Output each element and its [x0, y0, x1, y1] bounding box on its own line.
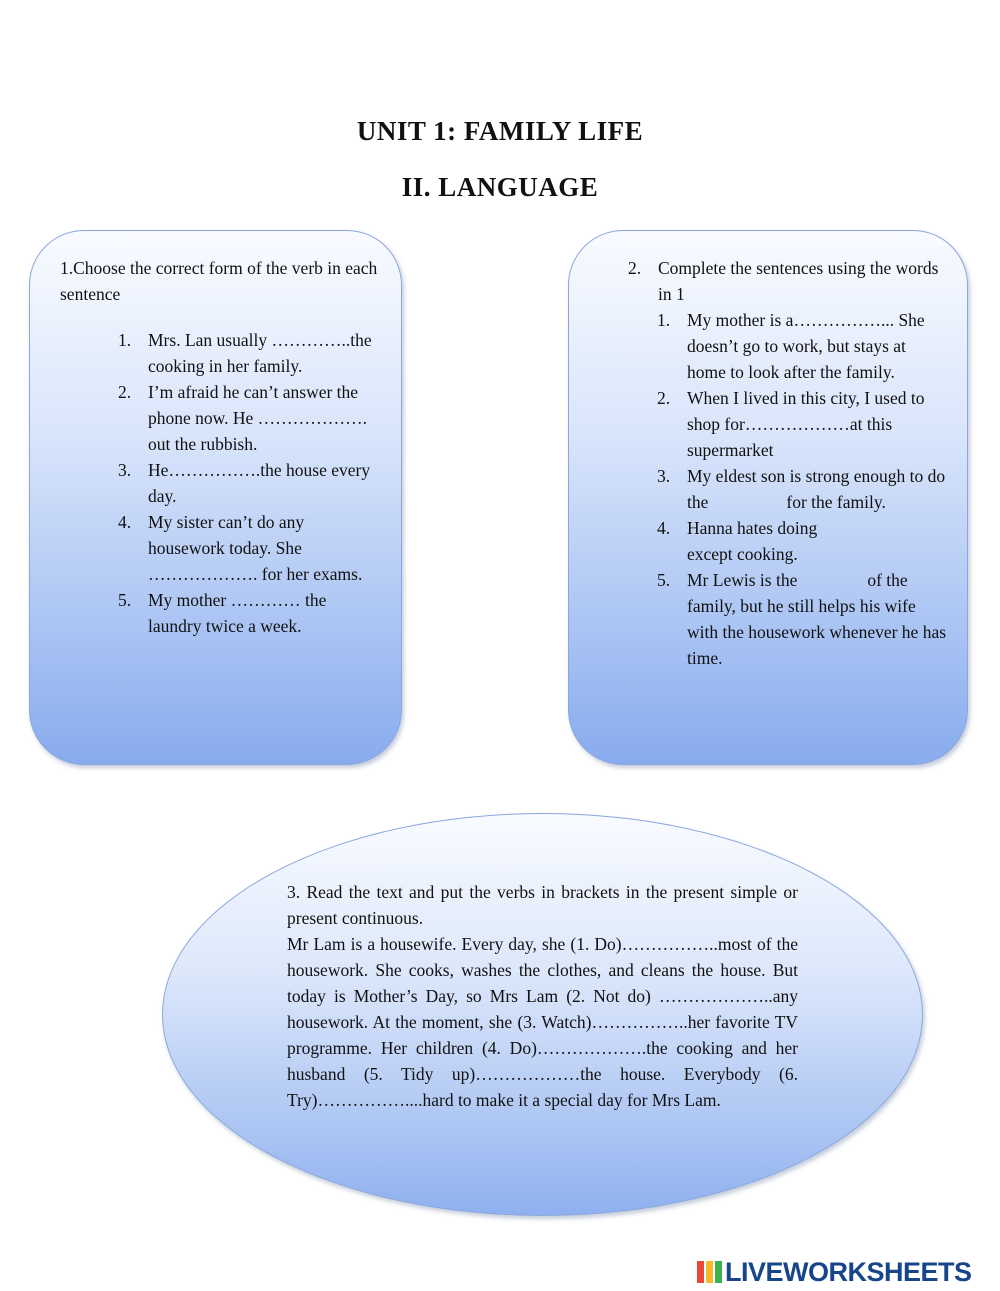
- list-item: [657, 385, 948, 463]
- item-number: 1.: [657, 310, 671, 330]
- exercise-2-list: [657, 307, 948, 671]
- item-text: When I lived in this city, I used to shop for………………at this supermarket: [687, 388, 925, 460]
- item-number: 2.: [657, 388, 671, 408]
- logo-mark-icon: [697, 1261, 722, 1283]
- list-item: [657, 515, 948, 567]
- item-text: Mrs. Lan usually …………..the cooking in her family.: [148, 330, 372, 376]
- logo-stripe: [706, 1261, 713, 1283]
- item-text: My mother ………… the laundry twice a week.: [148, 590, 327, 636]
- logo-stripe: [697, 1261, 704, 1283]
- item-text-after: of the family, but he still helps his wife with the housework whenever he has time.: [687, 570, 947, 668]
- exercise-1-list: [118, 327, 380, 639]
- exercise-3-passage: Mr Lam is a housewife. Every day, she (1. Do)……………..most of the housework. She cooks, washes the clothes, and cleans the house. But today is Mother’s Day, so Mrs Lam (2. Not do) ………………..any housework. At the moment, she (3. Watch)……………..her favorite TV programme. Her children (4. Do)……………….the cooking and her husband (5. Tidy up)………………the house. Everybody (6. Try)……………....hard to make it a special day for Mrs Lam.: [287, 934, 798, 1110]
- item-number: 5.: [118, 590, 132, 610]
- item-number: 5.: [657, 570, 671, 590]
- item-number: 3.: [657, 466, 671, 486]
- exercise-1-instruction: 1.Choose the correct form of the verb in each sentence: [60, 258, 378, 304]
- item-text-after: for the family.: [786, 492, 886, 512]
- item-text-after: except cooking.: [687, 544, 798, 564]
- item-text: Hanna hates doing: [687, 518, 818, 538]
- item-number: 2.: [118, 382, 132, 402]
- list-item: [657, 463, 948, 515]
- list-item: [118, 327, 380, 379]
- item-text: My mother is a……………... She doesn’t go to work, but stays at home to look after the family.: [687, 310, 925, 382]
- item-number: 4.: [118, 512, 132, 532]
- item-text: My sister can’t do any housework today. She ………………. for her exams.: [148, 512, 363, 584]
- list-item: [657, 307, 948, 385]
- exercise-3-instruction: 3. Read the text and put the verbs in brackets in the present simple or present continuous.: [287, 882, 798, 928]
- item-number: 1.: [118, 330, 132, 350]
- section-title: II. LANGUAGE: [401, 172, 599, 202]
- list-item: [118, 457, 380, 509]
- list-item: [118, 509, 380, 587]
- list-item: [118, 379, 380, 457]
- item-text: My eldest son is strong enough to do the: [687, 466, 946, 512]
- exercise-2-number: 2.: [628, 258, 642, 278]
- exercise-3: [287, 879, 798, 1113]
- logo-stripe: [715, 1261, 722, 1283]
- item-text: He…………….the house every day.: [148, 460, 371, 506]
- exercise-2: [628, 255, 948, 671]
- item-text: Mr Lewis is the: [687, 570, 798, 590]
- item-number: 4.: [657, 518, 671, 538]
- item-number: 3.: [118, 460, 132, 480]
- item-text: I’m afraid he can’t answer the phone now. He ………………. out the rubbish.: [148, 382, 368, 454]
- logo-text: LIVEWORKSHEETS: [725, 1256, 972, 1287]
- exercise-2-instruction: [628, 255, 948, 307]
- list-item: [657, 567, 948, 671]
- exercise-2-instruction-text: Complete the sentences using the words in 1: [658, 258, 939, 304]
- exercise-1: [60, 255, 380, 639]
- list-item: [118, 587, 380, 639]
- liveworksheets-logo: [697, 1257, 972, 1287]
- unit-title: UNIT 1: FAMILY LIFE: [356, 116, 644, 146]
